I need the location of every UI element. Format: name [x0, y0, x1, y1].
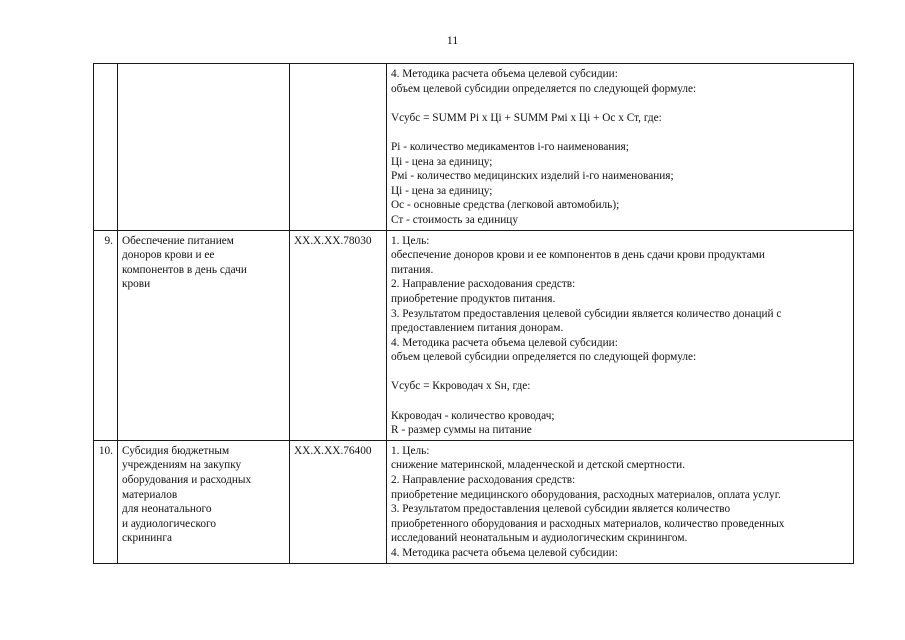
details-line: питания.: [391, 263, 434, 276]
details-line: Pмi - количество медицинских изделий i-го наименования;: [391, 170, 674, 183]
blank-line: [391, 365, 849, 380]
details-line: приобретенного оборудования и расходных материалов, количество проведенных: [391, 517, 785, 530]
blank-line: [391, 394, 849, 409]
details-line: Ккроводач - количество кроводач;: [391, 409, 555, 422]
row-number: 9.: [94, 230, 118, 440]
details-line: 4. Методика расчета объема целевой субсидии:: [391, 68, 618, 80]
details-line: Vсубс = Ккроводач x Sн, где:: [391, 380, 531, 393]
details-line: 3. Результатом предоставления целевой субсидии является количество: [391, 503, 731, 516]
subsidy-code: XX.X.XX.78030: [290, 230, 387, 440]
subsidy-code: [290, 64, 387, 231]
row-number: 10.: [94, 440, 118, 563]
subsidy-name-line: Обеспечение питанием: [122, 234, 234, 247]
details-line: приобретение медицинского оборудования, расходных материалов, оплата услуг.: [391, 488, 781, 501]
subsidy-details-cell: [387, 230, 854, 440]
table-row: [94, 230, 854, 440]
subsidy-name-cell: [118, 64, 290, 231]
subsidy-name-line: материалов: [122, 488, 178, 501]
details-line: приобретение продуктов питания.: [391, 292, 556, 305]
blank-line: [391, 96, 849, 111]
details-line: 1. Цель:: [391, 444, 430, 457]
details-line: Цi - цена за единицу;: [391, 184, 493, 197]
details-line: R - размер суммы на питание: [391, 424, 532, 437]
page-number: 11: [446, 33, 459, 47]
table-row: [94, 64, 854, 231]
details-line: Ос - основные средства (легковой автомобиль);: [391, 199, 620, 212]
subsidy-table: [93, 63, 854, 564]
details-line: объем целевой субсидии определяется по следующей формуле:: [391, 351, 697, 364]
details-line: 3. Результатом предоставления целевой субсидии является количество донаций с: [391, 307, 782, 320]
subsidy-name-line: учреждениям на закупку: [122, 459, 242, 472]
details-line: снижение материнской, младенческой и детской смертности.: [391, 459, 686, 472]
details-line: объем целевой субсидии определяется по следующей формуле:: [391, 82, 697, 95]
subsidy-name-line: и аудиологического: [122, 517, 217, 530]
details-line: 4. Методика расчета объема целевой субсидии:: [391, 547, 618, 559]
details-line: Vсубс = SUMM Pi x Цi + SUMM Pмi x Цi + Ос х Ст, где:: [391, 111, 662, 124]
subsidy-name-line: Субсидия бюджетным: [122, 444, 230, 457]
subsidy-name-cell: [118, 230, 290, 440]
subsidy-name-cell: [118, 440, 290, 563]
details-line: обеспечение доноров крови и ее компонентов в день сдачи крови продуктами: [391, 249, 765, 262]
subsidy-code: XX.X.XX.76400: [290, 440, 387, 563]
subsidy-details-cell: [387, 64, 854, 231]
row-number: [94, 64, 118, 231]
details-line: 2. Направление расходования средств:: [391, 278, 576, 291]
subsidy-name-line: скрининга: [122, 532, 172, 545]
subsidy-name-line: крови: [122, 278, 151, 291]
details-line: 4. Методика расчета объема целевой субсидии:: [391, 336, 618, 349]
subsidy-name-line: компонентов в день сдачи: [122, 263, 247, 276]
subsidy-name-line: доноров крови и ее: [122, 249, 215, 262]
details-line: 2. Направление расходования средств:: [391, 474, 576, 487]
subsidy-name-line: оборудования и расходных: [122, 474, 252, 487]
details-line: Цi - цена за единицу;: [391, 155, 493, 168]
details-line: 1. Цель:: [391, 234, 430, 247]
blank-line: [391, 125, 849, 140]
table-row: [94, 440, 854, 563]
details-line: Ст - стоимость за единицу: [391, 213, 518, 226]
details-line: исследований неонатальным и аудиологическим скринингом.: [391, 532, 688, 545]
details-line: Pi - количество медикаментов i-го наименования;: [391, 140, 629, 153]
subsidy-name-line: для неонатального: [122, 503, 212, 516]
subsidy-details-cell: [387, 440, 854, 563]
details-line: предоставлением питания донорам.: [391, 322, 564, 335]
